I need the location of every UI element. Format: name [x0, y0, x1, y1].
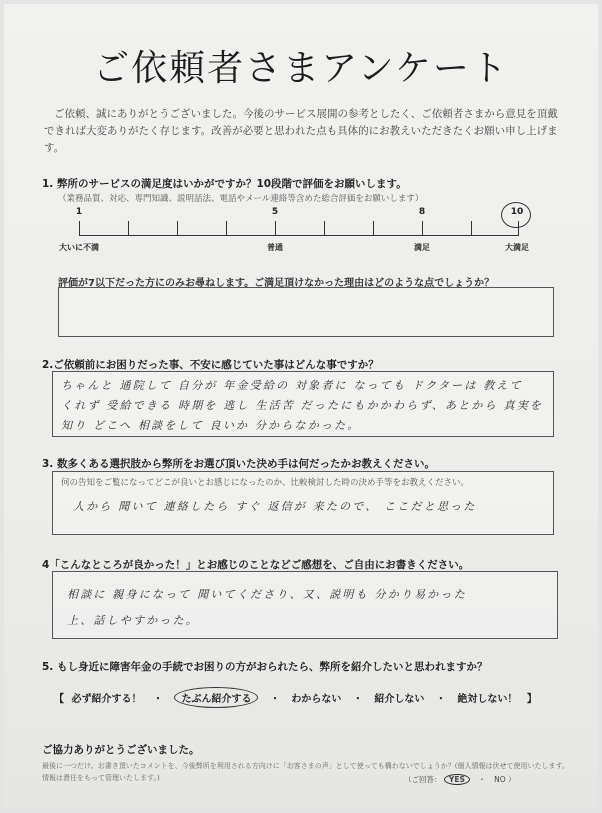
q4-heading: 4「こんなところが良かった！」とお感じのことなどご感想を、ご自由にお書きください。	[42, 559, 470, 571]
bracket-close: 】	[526, 694, 537, 705]
rating-scale-line	[79, 235, 519, 236]
q5-options	[54, 687, 537, 708]
q2-answer-line: ちゃんと 通院して 自分が 年金受給の 対象者に なっても ドクターは 教えて	[61, 379, 523, 392]
scale-tick	[79, 221, 80, 235]
scale-tick	[324, 221, 325, 235]
consent-note: 最後に一つだけ。お書き頂いたコメントを、今後弊所を利用される方向けに「お客さまの声」として使っても構わないでしょうか？(個人情報は伏せて使用いたします。情報は責任をもって管理いたします。)	[42, 762, 569, 782]
scale-number-8: 8	[418, 207, 426, 217]
q4-answer-line: 上、話しやすかった。	[67, 614, 199, 627]
q2-heading: 2.ご依頼前にお困りだった事、不安に感じていた事はどんな事ですか？	[42, 359, 379, 371]
separator: ・	[478, 775, 486, 784]
option-definitely[interactable]: 必ず紹介する！	[71, 694, 142, 705]
scale-tick	[471, 221, 472, 235]
scale-label-low: 大いに不満	[59, 243, 99, 252]
option-dont-know[interactable]: わからない	[291, 694, 342, 705]
thanks-text: ご協力ありがとうございました。	[42, 744, 200, 756]
selected-rating-circle[interactable]	[501, 202, 531, 228]
q4-answer-line: 相談に 親身になって 聞いてくださり、又、説明も 分かり易かった	[67, 588, 467, 601]
separator: ・	[352, 694, 363, 705]
scale-tick	[422, 221, 423, 235]
scale-label-mid: 普通	[267, 243, 283, 252]
scale-tick	[226, 221, 227, 235]
q2-answer-box[interactable]	[52, 371, 554, 437]
q5-heading: 5. もし身近に障害年金の手続でお困りの方がおられたら、弊所を紹介したいと思われますか？	[42, 661, 488, 673]
q2-answer-line: くれず 受給できる 時期を 逃し 生活苦 だったにもかかわらず、あとから 真実を	[61, 399, 544, 412]
separator: ・	[269, 694, 280, 705]
consent-yes-selected[interactable]: YES	[444, 774, 470, 785]
q3-heading: 3. 数多くある選択肢から弊所をお選び頂いた決め手は何だったかお教えください。	[42, 458, 435, 470]
q3-subtext: 何の告知をご覧になってどこが良いとお感じになったのか、比較検討した時の決め手等をお教えください。	[61, 478, 470, 488]
scale-label-high: 大満足	[505, 243, 529, 252]
separator: ・	[435, 694, 446, 705]
intro-text: ご依頼、誠にありがとうございました。今後のサービス展開の参考としたく、ご依頼者さまから意見を頂戴できれば大変ありがたく存じます。改善が必要と思われた点も具体的にお教えいただきたくお願い申し上げます。	[44, 108, 558, 154]
separator: ・	[152, 694, 163, 705]
scale-tick	[177, 221, 178, 235]
q1-heading: 1. 弊所のサービスの満足度はいかがですか？10段階で評価をお願いします。	[42, 178, 407, 190]
option-no[interactable]: 紹介しない	[374, 694, 425, 705]
consent-no[interactable]: NO	[494, 775, 506, 784]
consent-label: （ご回答：	[404, 775, 442, 784]
page-title: ご依頼者さまアンケート	[93, 48, 509, 89]
q1-reason-box[interactable]	[58, 287, 554, 337]
consent-close: ）	[508, 775, 516, 784]
consent-answer	[404, 774, 516, 785]
scale-number-5: 5	[271, 207, 279, 217]
option-probably-selected[interactable]: たぶん紹介する	[174, 687, 258, 708]
scale-tick	[275, 221, 276, 235]
scale-number-1: 1	[75, 207, 83, 217]
survey-sheet	[4, 4, 598, 809]
q3-answer-line: 人から 聞いて 連絡したら すぐ 返信が 来たので、 ここだと思った	[73, 500, 477, 513]
option-never[interactable]: 絶対しない！	[457, 694, 518, 705]
q1-followup-question: 評価が7以下だった方にのみお尋ねします。ご満足頂けなかった理由はどのような点でしょうか？	[58, 278, 495, 289]
scale-tick	[128, 221, 129, 235]
q2-answer-line: 知り どこへ 相談をして 良いか 分からなかった。	[61, 419, 361, 432]
scale-number-10: 10	[510, 207, 524, 217]
scale-label-satisfied: 満足	[414, 243, 430, 252]
q1-subtext: （業務品質、対応、専門知識、説明話法、電話やメール連絡等含めた総合評価をお願いします）	[58, 194, 424, 204]
scale-tick	[373, 221, 374, 235]
bracket-open: 【	[54, 694, 64, 705]
q4-answer-box[interactable]	[52, 571, 558, 639]
q3-answer-box[interactable]	[52, 471, 554, 535]
